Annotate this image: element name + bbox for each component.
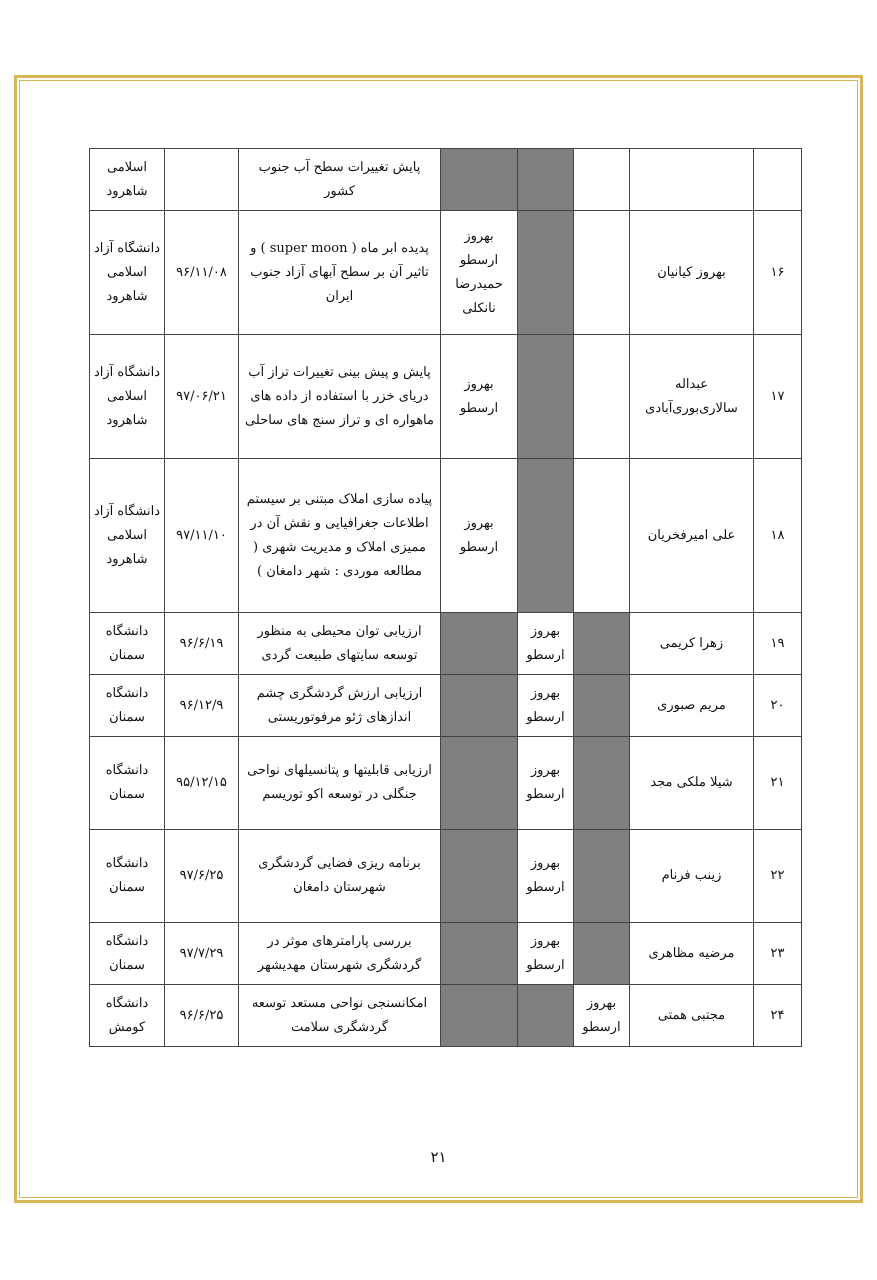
student-name-cell: عبداله سالاری‌بوری‌آبادی (630, 335, 754, 459)
advisor-a-cell (574, 675, 630, 737)
thesis-title-cell: ارزیابی قابلیتها و پتانسیلهای نواحی جنگلی در توسعه اکو توریسم (239, 737, 441, 830)
advisor-a-cell (574, 923, 630, 985)
advisor-a-cell (574, 211, 630, 335)
advisor-a-cell (574, 459, 630, 613)
university-cell: دانشگاه آزاد اسلامی شاهرود (90, 335, 165, 459)
table-row (90, 737, 802, 830)
advisor-b-cell (518, 211, 574, 335)
advisor-a-cell (574, 737, 630, 830)
thesis-title-cell: بررسی پارامترهای موثر در گردشگری شهرستان مهدیشهر (239, 923, 441, 985)
advisor-c-cell (441, 985, 518, 1047)
university-cell: دانشگاه سمنان (90, 923, 165, 985)
row-number-cell: ۱۶ (754, 211, 802, 335)
table-row (90, 675, 802, 737)
thesis-title-cell: ارزیابی توان محیطی به منظور توسعه سایتهای طبیعت گردی (239, 613, 441, 675)
advisor-b-cell (518, 985, 574, 1047)
student-name-cell: علی امیرفخریان (630, 459, 754, 613)
table-row (90, 459, 802, 613)
advisor-c-cell (441, 149, 518, 211)
advisor-c-cell: بهروز ارسطو (441, 459, 518, 613)
student-name-cell: زهرا کریمی (630, 613, 754, 675)
advisor-b-cell (518, 149, 574, 211)
university-cell: دانشگاه سمنان (90, 613, 165, 675)
university-cell: اسلامی شاهرود (90, 149, 165, 211)
advisor-b-cell: بهروز ارسطو (518, 613, 574, 675)
advisor-b-cell (518, 459, 574, 613)
row-number-cell (754, 149, 802, 211)
university-cell: دانشگاه کومش (90, 985, 165, 1047)
defense-date-cell: ۹۶/۶/۲۵ (165, 985, 239, 1047)
student-name-cell: مریم صبوری (630, 675, 754, 737)
table-row (90, 335, 802, 459)
university-cell: دانشگاه آزاد اسلامی شاهرود (90, 211, 165, 335)
table-row (90, 211, 802, 335)
defense-date-cell: ۹۶/۶/۱۹ (165, 613, 239, 675)
university-cell: دانشگاه سمنان (90, 830, 165, 923)
advisor-c-cell (441, 737, 518, 830)
defense-date-cell: ۹۷/۰۶/۲۱ (165, 335, 239, 459)
thesis-title-cell: پیاده سازی املاک مبتنی بر سیستم اطلاعات جغرافیایی و نقش آن در ممیزی املاک و مدیریت شهری ( مطالعه موردی : شهر دامغان ) (239, 459, 441, 613)
row-number-cell: ۲۱ (754, 737, 802, 830)
student-name-cell: شیلا ملکی مجد (630, 737, 754, 830)
row-number-cell: ۱۷ (754, 335, 802, 459)
row-number-cell: ۲۳ (754, 923, 802, 985)
defense-date-cell: ۹۵/۱۲/۱۵ (165, 737, 239, 830)
advisor-c-cell (441, 830, 518, 923)
row-number-cell: ۲۰ (754, 675, 802, 737)
row-number-cell: ۱۹ (754, 613, 802, 675)
thesis-title-cell: ارزیابی ارزش گردشگری چشم اندازهای ژئو مرفوتوریستی (239, 675, 441, 737)
advisor-a-cell (574, 613, 630, 675)
advisor-a-cell (574, 335, 630, 459)
thesis-title-cell: برنامه ریزی فضایی گردشگری شهرستان دامغان (239, 830, 441, 923)
advisor-b-cell: بهروز ارسطو (518, 737, 574, 830)
advisor-b-cell: بهروز ارسطو (518, 830, 574, 923)
advisor-c-cell: بهروز ارسطو حمیدرضا نانکلی (441, 211, 518, 335)
table-row (90, 985, 802, 1047)
table-row (90, 830, 802, 923)
table-row (90, 149, 802, 211)
student-name-cell: مرضیه مظاهری (630, 923, 754, 985)
thesis-title-cell: پدیده ابر ماه ( super moon ) و تاثیر آن بر سطح آبهای آزاد جنوب ایران (239, 211, 441, 335)
student-name-cell: بهروز کیانیان (630, 211, 754, 335)
row-number-cell: ۲۲ (754, 830, 802, 923)
table-row (90, 923, 802, 985)
student-name-cell: مجتبی همتی (630, 985, 754, 1047)
defense-date-cell: ۹۷/۷/۲۹ (165, 923, 239, 985)
thesis-records-table (89, 148, 802, 1047)
university-cell: دانشگاه سمنان (90, 675, 165, 737)
advisor-c-cell (441, 613, 518, 675)
defense-date-cell: ۹۶/۱۲/۹ (165, 675, 239, 737)
page-number: ۲۱ (430, 1148, 447, 1166)
defense-date-cell: ۹۷/۶/۲۵ (165, 830, 239, 923)
advisor-c-cell (441, 675, 518, 737)
advisor-b-cell (518, 335, 574, 459)
row-number-cell: ۲۴ (754, 985, 802, 1047)
advisor-b-cell: بهروز ارسطو (518, 675, 574, 737)
advisor-c-cell (441, 923, 518, 985)
university-cell: دانشگاه آزاد اسلامی شاهرود (90, 459, 165, 613)
advisor-a-cell: بهروز ارسطو (574, 985, 630, 1047)
student-name-cell: زینب فرنام (630, 830, 754, 923)
defense-date-cell: ۹۶/۱۱/۰۸ (165, 211, 239, 335)
thesis-title-cell: پایش تغییرات سطح آب جنوب کشور (239, 149, 441, 211)
advisor-a-cell (574, 830, 630, 923)
defense-date-cell: ۹۷/۱۱/۱۰ (165, 459, 239, 613)
student-name-cell (630, 149, 754, 211)
advisor-b-cell: بهروز ارسطو (518, 923, 574, 985)
row-number-cell: ۱۸ (754, 459, 802, 613)
thesis-title-cell: پایش و پیش بینی تغییرات تراز آب دریای خزر با استفاده از داده های ماهواره ای و تراز سنج های ساحلی (239, 335, 441, 459)
table-row (90, 613, 802, 675)
advisor-a-cell (574, 149, 630, 211)
thesis-title-cell: امکانسنجی نواحی مستعد توسعه گردشگری سلامت (239, 985, 441, 1047)
defense-date-cell (165, 149, 239, 211)
university-cell: دانشگاه سمنان (90, 737, 165, 830)
advisor-c-cell: بهروز ارسطو (441, 335, 518, 459)
